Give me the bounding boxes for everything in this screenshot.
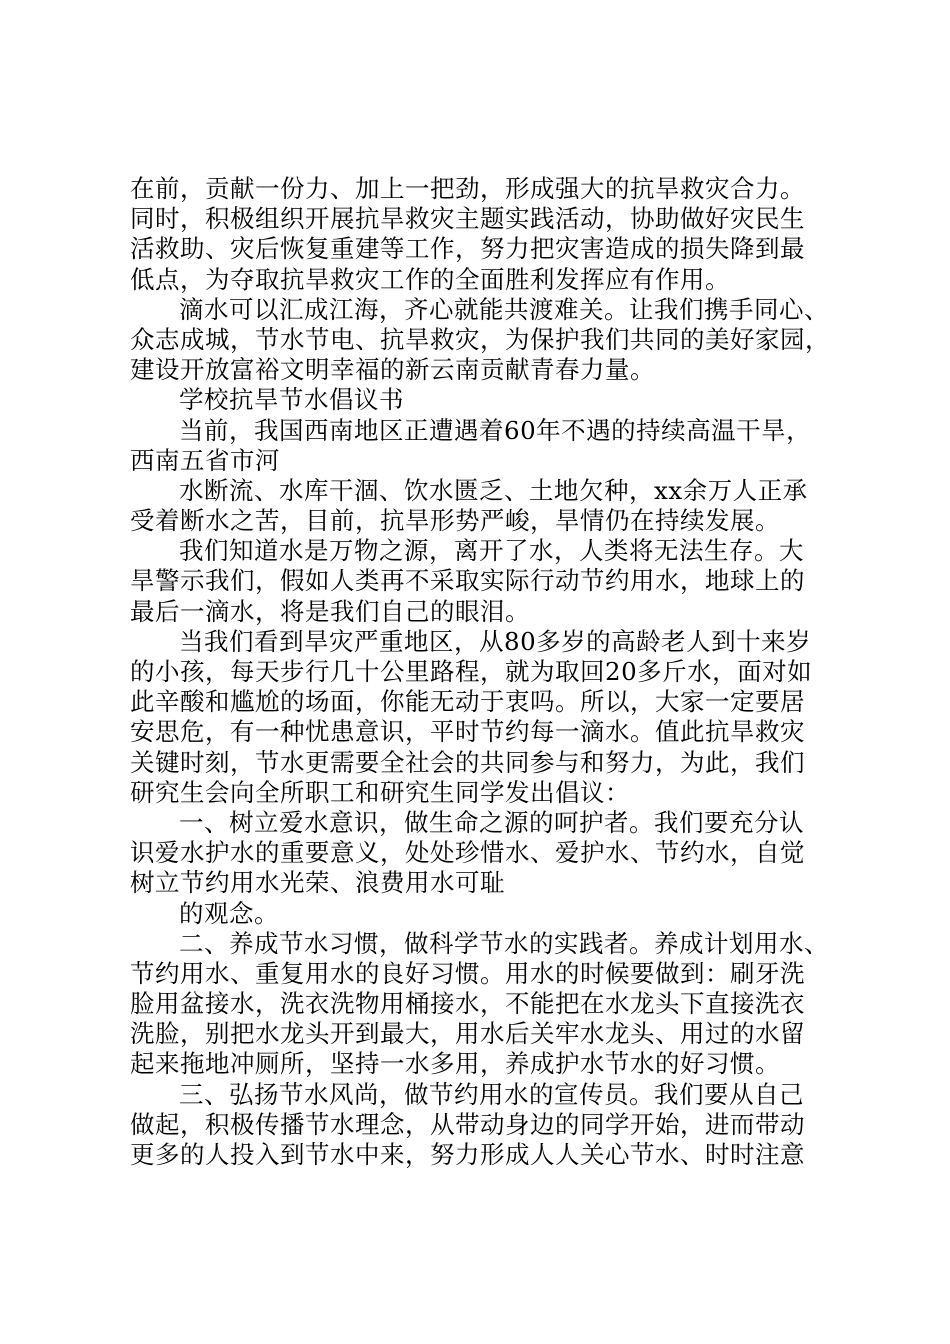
text-line: 此辛酸和尴尬的场面，你能无动于衷吗。所以，大家一定要居 — [130, 687, 805, 717]
text-line: 最后一滴水，将是我们自己的眼泪。 — [130, 596, 530, 626]
text-line: 起来拖地冲厕所，坚持一水多用，养成护水节水的好习惯。 — [130, 1049, 780, 1079]
text-line: 水断流、水库干涸、饮水匮乏、土地欠种，xx余万人正承 — [179, 475, 808, 505]
text-line: 节约用水、重复用水的良好习惯。用水的时候要做到：刷牙洗 — [130, 958, 805, 988]
text-line: 众志成城，节水节电、抗旱救灾，为保护我们共同的美好家园， — [130, 324, 830, 354]
text-line: 安思危，有一种忧患意识，平时节约每一滴水。值此抗旱救灾 — [130, 717, 805, 747]
text-line: 低点，为夺取抗旱救灾工作的全面胜利发挥应有作用。 — [130, 264, 730, 294]
text-line: 西南五省市河 — [130, 445, 280, 475]
text-line: 我们知道水是万物之源，离开了水，人类将无法生存。大 — [179, 536, 804, 566]
text-line: 二、养成节水习惯，做科学节水的实践者。养成计划用水、 — [179, 928, 829, 958]
text-line: 脸用盆接水，洗衣洗物用桶接水，不能把在水龙头下直接洗衣 — [130, 989, 805, 1019]
text-line: 当我们看到旱灾严重地区，从80多岁的高龄老人到十来岁 — [179, 626, 812, 656]
text-line: 做起，积极传播节水理念，从带动身边的同学开始，进而带动 — [130, 1109, 805, 1139]
text-line: 同时，积极组织开展抗旱救灾主题实践活动，协助做好灾民生 — [130, 204, 805, 234]
text-line: 一、树立爱水意识，做生命之源的呵护者。我们要充分认 — [179, 807, 804, 837]
text-line: 更多的人投入到节水中来，努力形成人人关心节水、时时注意 — [130, 1140, 805, 1169]
section-title: 学校抗旱节水倡议书 — [179, 385, 404, 415]
text-line: 的观念。 — [179, 898, 279, 928]
text-line: 活救助、灾后恢复重建等工作，努力把灾害造成的损失降到最 — [130, 234, 805, 264]
text-line: 研究生会向全所职工和研究生同学发出倡议： — [130, 777, 630, 807]
text-line: 受着断水之苦，目前，抗旱形势严峻，旱情仍在持续发展。 — [130, 506, 780, 536]
text-line: 识爱水护水的重要意义，处处珍惜水、爱护水、节约水，自觉 — [130, 838, 805, 868]
text-line: 在前，贡献一份力、加上一把劲，形成强大的抗旱救灾合力。 — [130, 174, 805, 203]
text-line: 关键时刻，节水更需要全社会的共同参与和努力，为此，我们 — [130, 747, 805, 777]
text-line: 的小孩，每天步行几十公里路程，就为取回20多斤水，面对如 — [130, 657, 813, 686]
text-line: 三、弘扬节水风尚，做节约用水的宣传员。我们要从自己 — [179, 1079, 804, 1109]
text-line: 洗脸，别把水龙头开到最大，用水后关牢水龙头、用过的水留 — [130, 1019, 805, 1049]
text-line: 滴水可以汇成江海，齐心就能共渡难关。让我们携手同心、 — [179, 294, 829, 324]
text-line: 旱警示我们，假如人类再不采取实际行动节约用水，地球上的 — [130, 566, 805, 596]
text-line: 建设开放富裕文明幸福的新云南贡献青春力量。 — [130, 355, 655, 385]
document-body — [130, 174, 835, 1170]
text-line: 树立节约用水光荣、浪费用水可耻 — [130, 868, 505, 898]
text-line: 当前，我国西南地区正遭遇着60年不遇的持续高温干旱， — [179, 415, 812, 445]
